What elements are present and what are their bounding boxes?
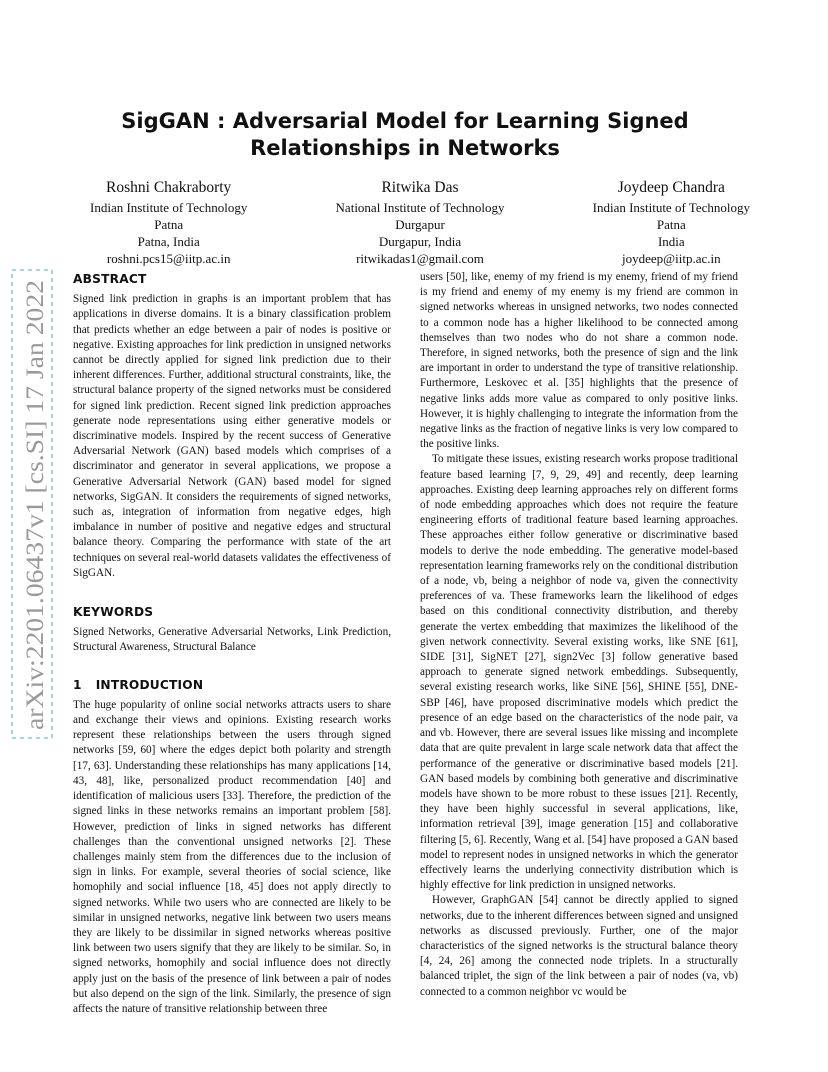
arxiv-stamp [10,268,54,740]
paper-title [100,108,710,162]
author-location: India [657,234,685,249]
author-block [90,178,750,267]
section-title: INTRODUCTION [95,677,204,692]
author-3 [593,178,750,267]
author-email: ritwikadas1@gmail.com [356,251,484,266]
author-affiliation-city: Durgapur [395,217,445,232]
author-affiliation: National Institute of Technology [335,200,505,215]
section-number: 1 [73,677,82,692]
title-line-2: Relationships in Networks [250,136,560,160]
arxiv-stamp-text: arXiv:2201.06437v1 [cs.SI] 17 Jan 2022 [22,323,49,730]
author-affiliation: Indian Institute of Technology [90,200,248,215]
author-name: Roshni Chakraborty [106,179,232,196]
author-location: Patna, India [137,234,200,249]
author-email: roshni.pcs15@iitp.ac.in [106,251,231,266]
keywords-text: Signed Networks, Generative Adversarial Networks, Link Prediction, Structural Awareness, Structural Balance [73,626,391,654]
right-column [420,270,738,1000]
author-affiliation: Indian Institute of Technology [592,200,750,215]
author-affiliation-city: Patna [656,217,686,232]
author-1 [90,178,247,267]
author-name: Joydeep Chandra [617,179,725,196]
author-2 [336,178,505,267]
keywords-heading: KEYWORDS [73,605,154,620]
author-location: Durgapur, India [378,234,462,249]
abstract-heading: ABSTRACT [73,272,147,286]
author-affiliation-city: Patna [154,217,184,232]
author-name: Ritwika Das [381,179,459,196]
author-email: joydeep@iitp.ac.in [622,251,721,266]
introduction-heading [73,678,391,693]
title-line-1: SigGAN : Adversarial Model for Learning Signed [121,109,689,133]
body-paragraph-2: To mitigate these issues, existing research works propose traditional feature based learning [7, 9, 29, 49] and recently, deep learning approaches. Existing deep learning approaches rely on different forms of node embedding approaches which does not require the feature engineering efforts of traditional feature based learning approaches. These approaches either follow generative or discriminative based models to derive the node embedding. The generative model-based representation learning frameworks rely on the conditional distribution of a node, vb, being a neighbor of node va, given the connectivity preferences of va. These frameworks learn the likelihood of edges based on this conditional connectivity distribution, and thereby generate the vertex embedding that maximizes the likelihood of the given network connectivity. Several existing works, like SNE [61], SIDE [31], SigNET [27], sign2Vec [3] follow generative based approach to generate signed network embeddings. Subsequently, several existing research works, like SiNE [56], SHINE [55], DNE-SBP [46], have proposed discriminative models which predict the presence of an edge based on the characteristics of the node pair, va and vb. However, there are several issues like missing and incomplete data that are quite prevalent in large scale network data that affect the performance of the generative or discriminative based models [21]. GAN based models by combining both generative and discriminative models have shown to be more robust to these issues [21]. Recently, they have been highly successful in several applications, like, information retrieval [39], image generation [15] and collaborative filtering [5, 6]. Recently, Wang et al. [54] have proposed a GAN based model to represent nodes in unsigned networks in which the generator effectively learns the underlying connectivity distribution which is highly effective for link prediction in unsigned networks. [420,453,738,892]
body-paragraph-1: users [50], like, enemy of my friend is my enemy, friend of my friend is my friend and enemy of my enemy is my friend are common in signed networks whereas in unsigned networks, two nodes connected to a common node has a higher likelihood to be connected among themselves than two nodes who do not share a common node. Therefore, in signed networks, both the presence of sign and the link are important in order to understand the type of transitive relationship. Furthermore, Leskovec et al. [35] highlights that the presence of negative links adds more value as compared to only positive links. However, it is highly challenging to integrate the information from the negative links as the fraction of negative links is very low compared to the positive links. [420,271,738,451]
left-column [73,270,391,1017]
body-paragraph-3: However, GraphGAN [54] cannot be directly applied to signed networks, due to the inherent differences between signed and unsigned networks as discussed previously. Further, one of the major characteristics of the signed networks is the structural balance theory [4, 24, 26] among the connected node triplets. In a structurally balanced triplet, the sign of the link between a pair of nodes (va, vb) connected to a common neighbor vc would be [420,894,738,998]
intro-paragraph-1: The huge popularity of online social networks attracts users to share and exchange their views and opinions. Existing research works represent these relationships between the users through signed networks [59, 60] where the edges depict both polarity and strength [17, 63]. Understanding these relationships has many applications [14, 43, 48], like, personalized product recommendation [40] and identification of malicious users [33]. Therefore, the prediction of the signed links in these networks remains an important problem [58]. However, prediction of links in signed networks has different challenges than the conventional unsigned networks [2]. These challenges mainly stem from the differences due to the inclusion of sign in links. For example, several theories of social science, like homophily and social influence [18, 45] does not apply directly to signed networks. While two users who are connected are likely to be similar in unsigned networks, negative link between two users means they are likely to be dissimilar in signed networks whereas positive link between two users signify that they are likely to be similar. So, in signed networks, homophily and social influence does not directly apply just on the basis of the presence of link between a pair of nodes but also depend on the sign of the link. Similarly, the presence of sign affects the nature of transitive relationship between three [73,698,391,1015]
abstract-text: Signed link prediction in graphs is an important problem that has applications in diverse domains. It is a binary classification problem that predicts whether an edge between a pair of nodes is positive or negative. Existing approaches for link prediction in unsigned networks cannot be directly applied for signed link prediction due to their inherent differences. Further, additional structural constraints, like, the structural balance property of the signed networks must be considered for signed link prediction. Recent signed link prediction approaches generate node representations using either generative models or discriminative models. Inspired by the recent success of Generative Adversarial Network (GAN) based models which comprises of a discriminator and generator in several applications, we propose a Generative Adversarial Network (GAN) based model for signed networks, SigGAN. It considers the requirements of signed networks, such as, integration of information from negative edges, high imbalance in number of positive and negative edges and structural balance theory. Comparing the performance with state of the art techniques on several real-world datasets validates the effectiveness of SigGAN. [73,293,391,579]
